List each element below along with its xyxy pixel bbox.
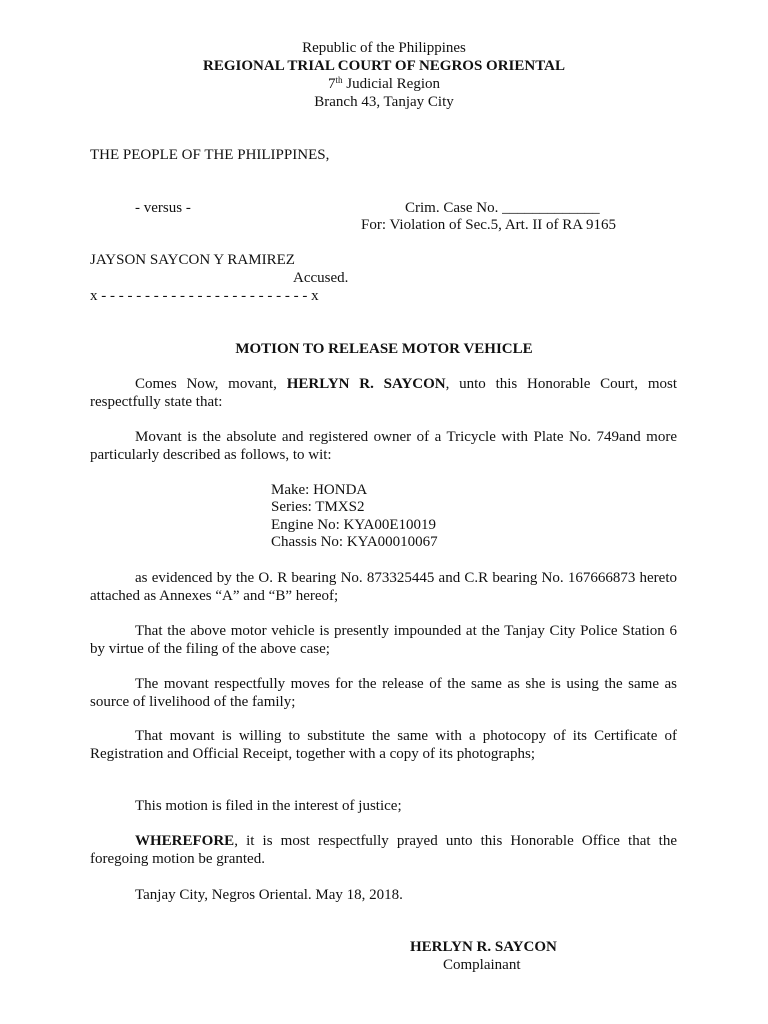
paragraph-4 — [90, 622, 677, 658]
p2-text: Movant is the absolute and registered owner of a Tricycle with Plate No. 749and more particularly described as follows, to wit: — [90, 429, 677, 463]
p1-tail: , unto this Honorable Court, most respectfully state that: — [90, 376, 677, 410]
vehicle-chassis: Chassis No: KYA00010067 — [271, 534, 438, 550]
caption-accused-name: JAYSON SAYCON Y RAMIREZ — [90, 252, 295, 268]
paragraph-8 — [90, 832, 677, 868]
p1-movant-name: HERLYN R. SAYCON — [286, 376, 446, 392]
region-number: 7 — [327, 76, 336, 92]
p6-text: That movant is willing to substitute the same with a photocopy of its Certificate of Registration and Official Receipt, together with a copy of its photographs; — [90, 728, 677, 762]
caption-plaintiff: THE PEOPLE OF THE PHILIPPINES, — [90, 147, 330, 163]
signatory-role: Complainant — [443, 957, 521, 973]
p4-text: That the above motor vehicle is presently impounded at the Tanjay City Police Station 6 by virtue of the filing of the above case; — [90, 623, 677, 657]
paragraph-3 — [90, 569, 677, 605]
header-region — [0, 75, 768, 93]
motion-title: MOTION TO RELEASE MOTOR VEHICLE — [235, 341, 533, 357]
vehicle-series: Series: TMXS2 — [271, 499, 365, 515]
caption-versus: - versus - — [135, 200, 191, 216]
p3-text: as evidenced by the O. R bearing No. 873325445 and C.R bearing No. 167666873 hereto attached as Annexes “A” and “B” hereof; — [90, 570, 677, 604]
p5-text: The movant respectfully moves for the release of the same as she is using the same as source of livelihood of the family; — [90, 676, 677, 710]
caption-violation: For: Violation of Sec.5, Art. II of RA 9165 — [361, 217, 617, 233]
paragraph-5 — [90, 675, 677, 711]
p1-lead: Comes Now, movant, — [135, 376, 287, 392]
paragraph-6 — [90, 727, 677, 763]
header-branch: Branch 43, Tanjay City — [314, 94, 454, 110]
paragraph-7: This motion is filed in the interest of justice; — [135, 798, 402, 814]
region-suffix: th — [335, 75, 343, 85]
vehicle-engine: Engine No: KYA00E10019 — [271, 517, 436, 533]
place-and-date: Tanjay City, Negros Oriental. May 18, 2018. — [135, 887, 403, 903]
region-text: Judicial Region — [342, 76, 440, 92]
paragraph-2 — [90, 428, 677, 464]
caption-accused-label: Accused. — [293, 270, 349, 286]
signatory-name: HERLYN R. SAYCON — [410, 939, 557, 955]
header-republic: Republic of the Philippines — [302, 40, 466, 56]
caption-separator: x - - - - - - - - - - - - - - - - - - - - - - - - x — [90, 288, 319, 304]
caption-case-no: Crim. Case No. _____________ — [405, 200, 600, 216]
paragraph-1 — [90, 375, 677, 411]
header-court: REGIONAL TRIAL COURT OF NEGROS ORIENTAL — [203, 58, 565, 74]
p8-wherefore: WHEREFORE — [135, 833, 235, 849]
p8-text: , it is most respectfully prayed unto this Honorable Office that the foregoing motion be granted. — [90, 833, 677, 867]
vehicle-make: Make: HONDA — [271, 482, 368, 498]
